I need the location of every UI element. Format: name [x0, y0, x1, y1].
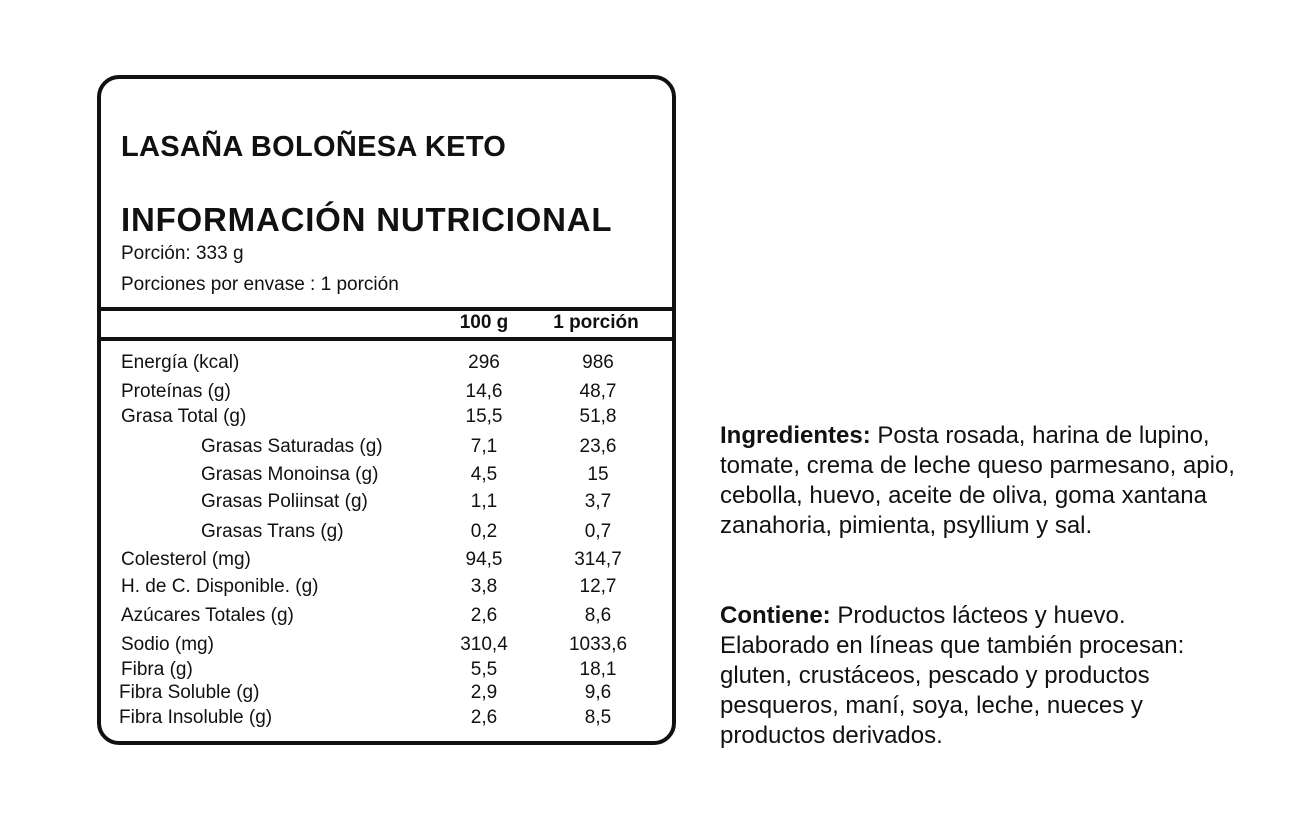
nutrient-name: Grasas Saturadas (g)	[201, 436, 383, 457]
value-portion: 9,6	[584, 682, 612, 703]
value-100g: 2,6	[470, 707, 498, 728]
value-portion: 12,7	[579, 576, 617, 597]
value-portion: 3,7	[584, 491, 612, 512]
value-100g: 94,5	[465, 549, 503, 570]
value-100g: 14,6	[465, 381, 503, 402]
nutrient-name: Grasas Trans (g)	[201, 521, 344, 542]
value-100g: 2,6	[470, 605, 498, 626]
table-row	[101, 491, 672, 515]
nutrient-name: Sodio (mg)	[121, 634, 214, 655]
table-row	[101, 682, 672, 706]
table-row	[101, 436, 672, 460]
value-portion: 8,5	[584, 707, 612, 728]
contains-text: Productos lácteos y huevo. Elaborado en líneas que también procesan: gluten, crustáceos, pescado y productos pesqueros, maní, soya, leche, nueces y productos derivados.	[720, 602, 1185, 749]
value-portion: 0,7	[584, 521, 612, 542]
portions-per-pack: Porciones por envase : 1 porción	[121, 274, 399, 295]
value-100g: 15,5	[465, 406, 503, 427]
table-row	[101, 707, 672, 731]
table-row	[101, 549, 672, 573]
value-100g: 2,9	[470, 682, 498, 703]
divider-top	[101, 307, 672, 311]
table-row	[101, 464, 672, 488]
contains-paragraph	[720, 601, 1240, 751]
value-100g: 0,2	[470, 521, 498, 542]
nutrient-name: Grasa Total (g)	[121, 406, 247, 427]
table-row	[101, 576, 672, 600]
table-row	[101, 381, 672, 405]
table-row	[101, 406, 672, 430]
table-row	[101, 634, 672, 658]
product-name: LASAÑA BOLOÑESA KETO	[121, 131, 507, 163]
ingredients-paragraph	[720, 421, 1240, 541]
table-row	[101, 605, 672, 629]
column-header-portion: 1 porción	[553, 312, 639, 333]
value-portion: 986	[582, 352, 614, 373]
value-portion: 15	[587, 464, 609, 485]
contains-heading: Contiene:	[720, 602, 831, 629]
value-100g: 1,1	[470, 491, 498, 512]
nutrition-label	[97, 75, 676, 745]
ingredients-heading: Ingredientes:	[720, 422, 871, 449]
nutrient-name: Fibra Soluble (g)	[119, 682, 260, 703]
nutrient-name: Grasas Monoinsa (g)	[201, 464, 379, 485]
value-portion: 8,6	[584, 605, 612, 626]
table-row	[101, 521, 672, 545]
column-header-100g: 100 g	[459, 312, 509, 333]
value-100g: 310,4	[460, 634, 508, 655]
nutrient-name: Fibra (g)	[121, 659, 193, 680]
value-portion: 314,7	[574, 549, 622, 570]
nutrient-name: Grasas Poliinsat (g)	[201, 491, 368, 512]
value-portion: 1033,6	[568, 634, 628, 655]
nutrition-title: INFORMACIÓN NUTRICIONAL	[121, 201, 613, 238]
value-portion: 51,8	[579, 406, 617, 427]
value-portion: 18,1	[579, 659, 617, 680]
value-portion: 23,6	[579, 436, 617, 457]
nutrient-name: Energía (kcal)	[121, 352, 240, 373]
nutrient-name: Proteínas (g)	[121, 381, 231, 402]
value-100g: 7,1	[470, 436, 498, 457]
nutrient-name: Colesterol (mg)	[121, 549, 251, 570]
table-row	[101, 352, 672, 376]
value-100g: 3,8	[470, 576, 498, 597]
nutrient-name: Azúcares Totales (g)	[121, 605, 294, 626]
ingredients-text: Posta rosada, harina de lupino, tomate, crema de leche queso parmesano, apio, cebolla, huevo, aceite de oliva, goma xantana zanahoria, pimienta, psyllium y sal.	[720, 422, 1235, 539]
nutrient-name: Fibra Insoluble (g)	[119, 707, 273, 728]
value-100g: 5,5	[470, 659, 498, 680]
divider-header	[101, 337, 672, 341]
value-100g: 296	[468, 352, 500, 373]
portion-size: Porción: 333 g	[121, 243, 244, 264]
nutrient-name: H. de C. Disponible. (g)	[121, 576, 319, 597]
value-portion: 48,7	[579, 381, 617, 402]
value-100g: 4,5	[470, 464, 498, 485]
table-row	[101, 659, 672, 683]
